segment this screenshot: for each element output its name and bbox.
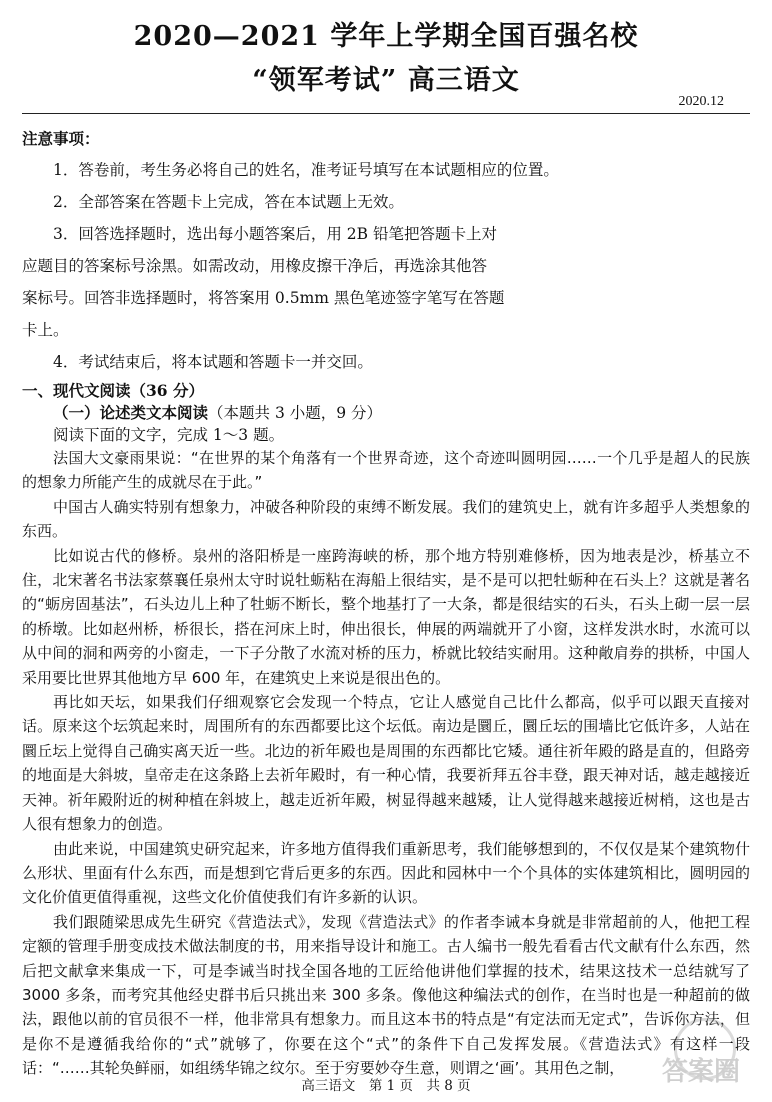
subsection-title: （一）论述类文本阅读	[53, 403, 209, 422]
note-item: 应题目的答案标号涂黑。如需改动，用橡皮擦干净后，再选涂其他答	[22, 257, 488, 275]
note-item: 4．考试结束后，将本试题和答题卡一并交回。	[53, 353, 373, 371]
note-item: 2．全部答案在答题卡上完成，答在本试题上无效。	[53, 193, 404, 211]
watermark-text: 答案圈	[661, 1057, 740, 1087]
note-item: 卡上。	[22, 321, 69, 339]
note-item: 1．答卷前，考生务必将自己的姓名，准考证号填写在本试题相应的位置。	[53, 161, 559, 179]
passage-paragraph: 我们跟随梁思成先生研究《营造法式》，发现《营造法式》的作者李诫本身就是非常超前的人，他把工程定额的管理手册变成技术做法制度的书，用来指导设计和施工。古人编书一般先看看古代文献有什么东西，然后把文献拿来集成一下，可是李诫当时找全国各地的工匠给他讲他们掌握的技术，结果这技术一总结就写了 3000 多条，而考究其他经史群书后只挑出来 300 多条。像他这种编法式的创作，在当时也是一种超前的做法，跟他以前的官员很不一样，他非常具有想象力。而且这本书的特点是“有定法而无定式”，告诉你方法，但是你不是遵循我给你的“式”就够了，你要在这个“式”的条件下自己发挥发展。《营造法式》有这样一段话：“……其轮奂鲜丽，如组绣华锦之纹尔。至于穷要妙夺生意，则谓之‘画’。其用色之制，	[22, 912, 750, 1078]
reading-instruction: 阅读下面的文字，完成 1～3 题。	[53, 426, 285, 444]
subsection-heading	[22, 402, 750, 424]
title-line1: 2020—2021 学年上学期全国百强名校	[133, 21, 639, 52]
passage-paragraph: 由此来说，中国建筑史研究起来，许多地方值得我们重新思考，我们能够想到的，不仅仅是某个建筑物什么形状、里面有什么东西，而是想到它背后更多的东西。因此和园林中一个个具体的实体建筑相比，圆明园的文化价值更值得重视，这些文化价值使我们有许多新的认识。	[22, 839, 750, 907]
section-heading: 一、现代文阅读（36 分）	[22, 381, 204, 400]
passage-paragraph: 法国大文豪雨果说：“在世界的某个角落有一个世界奇迹，这个奇迹叫圆明园……一个几乎是超人的民族的想象力所能产生的成就尽在于此。”	[22, 449, 750, 492]
passage-paragraph: 中国古人确实特别有想象力，冲破各种阶段的束缚不断发展。我们的建筑史上，就有许多超乎人类想象的东西。	[22, 497, 750, 541]
exam-date: 2020.12	[678, 94, 724, 109]
passage-paragraph: 再比如天坛，如果我们仔细观察它会发现一个特点，它让人感觉自己比什么都高，似乎可以跟天直接对话。原来这个坛筑起来时，周围所有的东西都要比这个坛低。南边是圜丘，圜丘坛的围墙比它低许多，人站在圜丘坛上觉得自己确实离天近一些。北边的祈年殿也是周围的东西都比它矮。通往祈年殿的路是直的，但路旁的地面是大斜坡，皇帝走在这条路上去祈年殿时，有一种心情，我要祈拜五谷丰登，跟天神对话，越走越接近天神。祈年殿附近的树种植在斜坡上，越走近祈年殿，树显得越来越矮，让人觉得越来越接近树梢，这也是古人很有想象力的创造。	[22, 693, 750, 834]
note-item: 案标号。回答非选择题时，将答案用 0.5mm 黑色笔迹签字笔写在答题	[22, 289, 505, 307]
passage-paragraph: 比如说古代的修桥。泉州的洛阳桥是一座跨海峡的桥，那个地方特别难修桥，因为地表是沙，桥基立不住，北宋著名书法家蔡襄任泉州太守时说牡蛎粘在海船上很结实，是不是可以把牡蛎种在石头上？这就是著名的“蛎房固基法”，石头边儿上种了牡蛎不断长，整个地基打了一大条，都是很结实的石头，石头上砌一层一层的桥墩。比如赵州桥，桥很长，搭在河床上时，伸出很长，伸展的两端就开了小窗，这样发洪水时，水流可以从中间的洞和两旁的小窗走，一下子分散了水流对桥的压力，桥就比较结实耐用。这种敞肩券的拱桥，中国人采用要比世界其他地方早 600 年，在建筑史上来说是很出色的。	[22, 546, 750, 687]
subsection-score: （本题共 3 小题，9 分）	[208, 404, 383, 422]
watermark-logo	[638, 1018, 758, 1092]
notes-heading: 注意事项：	[22, 129, 100, 148]
page-footer: 高三语文 第 1 页 共 8 页	[301, 1078, 471, 1094]
exam-content	[22, 124, 750, 1081]
title-line2: “领军考试” 高三语文	[252, 65, 520, 96]
header-divider	[22, 113, 750, 114]
note-item: 3．回答选择题时，选出每小题答案后，用 2B 铅笔把答题卡上对	[53, 225, 497, 243]
